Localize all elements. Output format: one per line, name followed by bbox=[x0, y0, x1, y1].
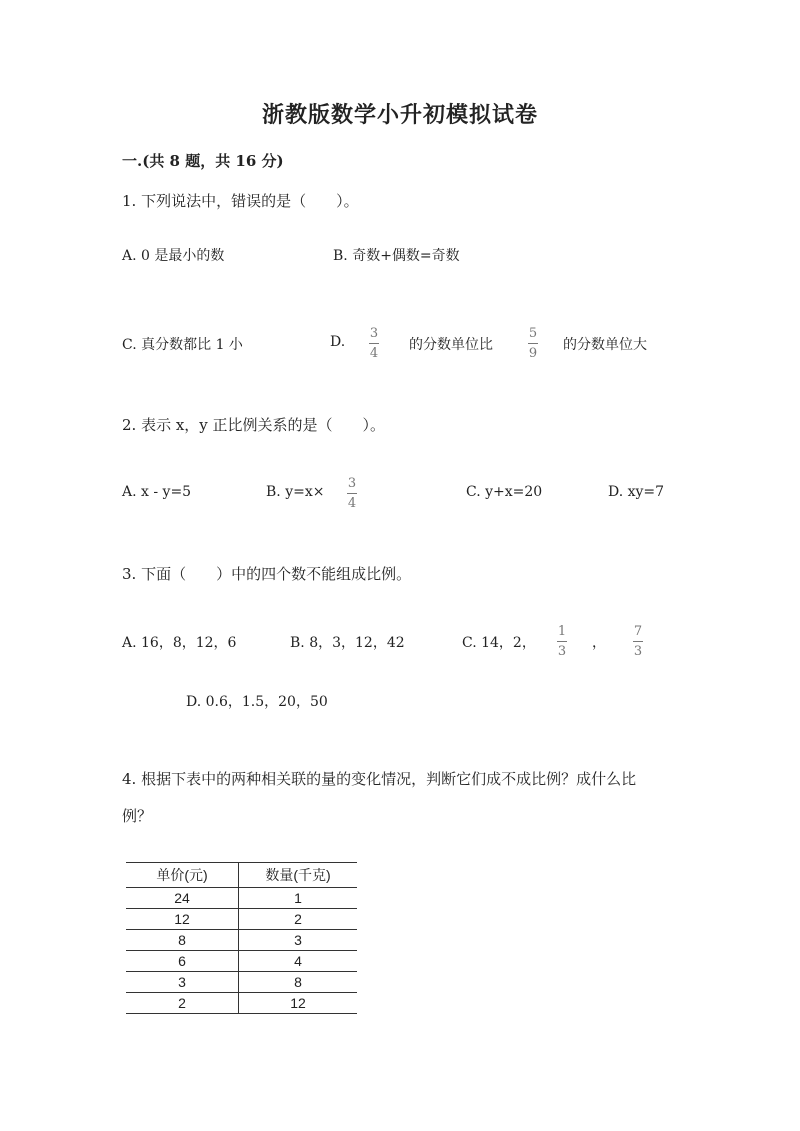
table-cell: 8 bbox=[126, 930, 239, 951]
fraction-7-3 bbox=[633, 625, 643, 658]
table-cell: 2 bbox=[126, 993, 239, 1014]
fraction-numerator: 7 bbox=[633, 624, 643, 639]
question-3-option-a: A. 16，8，12，6 bbox=[122, 635, 237, 651]
table-header-cell: 数量(千克) bbox=[239, 863, 358, 888]
fraction-5-9 bbox=[528, 327, 538, 360]
question-4-stem-line-1: 4. 根据下表中的两种相关联的量的变化情况，判断它们成不成比例？成什么比 bbox=[122, 770, 637, 788]
table-cell: 3 bbox=[126, 972, 239, 993]
fraction-numerator: 5 bbox=[528, 326, 538, 341]
table-cell: 4 bbox=[239, 951, 358, 972]
question-4-stem-line-2: 例？ bbox=[122, 807, 153, 825]
fraction-numerator: 3 bbox=[347, 476, 357, 491]
question-1-option-a: A. 0 是最小的数 bbox=[122, 248, 225, 264]
question-3-option-c-prefix: C. 14，2， bbox=[462, 635, 536, 651]
table-header-cell: 单价(元) bbox=[126, 863, 239, 888]
table-row bbox=[126, 972, 357, 993]
table-row bbox=[126, 888, 357, 909]
question-2-option-b-prefix: B. y=x× bbox=[266, 484, 325, 500]
table-row bbox=[126, 951, 357, 972]
fraction-3-4 bbox=[347, 477, 357, 510]
question-1-option-d-mid: 的分数单位比 bbox=[409, 337, 493, 353]
table-row bbox=[126, 930, 357, 951]
question-3-option-b: B. 8，3，12，42 bbox=[290, 635, 405, 651]
question-1-option-b: B. 奇数+偶数=奇数 bbox=[333, 248, 460, 264]
question-3-option-d: D. 0.6，1.5，20，50 bbox=[186, 694, 328, 710]
fraction-denominator: 3 bbox=[557, 644, 567, 659]
question-3-option-c-separator: ， bbox=[592, 635, 606, 651]
question-1-option-d-prefix: D. bbox=[330, 334, 346, 350]
fraction-3-4 bbox=[369, 327, 379, 360]
question-2-stem: 2. 表示 x，y 正比例关系的是（ ）。 bbox=[122, 416, 386, 434]
table-cell: 12 bbox=[239, 993, 358, 1014]
fraction-denominator: 3 bbox=[633, 644, 643, 659]
price-quantity-table bbox=[126, 862, 357, 1014]
table-cell: 12 bbox=[126, 909, 239, 930]
question-2-option-a: A. x - y=5 bbox=[122, 484, 192, 500]
page-title: 浙教版数学小升初模拟试卷 bbox=[261, 102, 538, 128]
fraction-denominator: 9 bbox=[528, 346, 538, 361]
table-cell: 24 bbox=[126, 888, 239, 909]
table-cell: 6 bbox=[126, 951, 239, 972]
question-1-option-d-suffix: 的分数单位大 bbox=[563, 337, 647, 353]
question-2-option-c: C. y+x=20 bbox=[466, 484, 543, 500]
fraction-numerator: 3 bbox=[369, 326, 379, 341]
table-cell: 1 bbox=[239, 888, 358, 909]
fraction-1-3 bbox=[557, 625, 567, 658]
question-3-stem: 3. 下面（ ）中的四个数不能组成比例。 bbox=[122, 565, 412, 583]
fraction-denominator: 4 bbox=[347, 496, 357, 511]
table-cell: 8 bbox=[239, 972, 358, 993]
fraction-numerator: 1 bbox=[557, 624, 567, 639]
question-1-stem: 1. 下列说法中，错误的是（ ）。 bbox=[122, 192, 359, 210]
table-cell: 2 bbox=[239, 909, 358, 930]
question-2-option-d: D. xy=7 bbox=[608, 484, 665, 500]
table-row bbox=[126, 909, 357, 930]
question-1-option-c: C. 真分数都比 1 小 bbox=[122, 337, 243, 353]
section-heading: 一.(共 8 题，共 16 分) bbox=[122, 152, 284, 170]
table-cell: 3 bbox=[239, 930, 358, 951]
fraction-denominator: 4 bbox=[369, 346, 379, 361]
table-header-row bbox=[126, 863, 357, 888]
table-row bbox=[126, 993, 357, 1014]
